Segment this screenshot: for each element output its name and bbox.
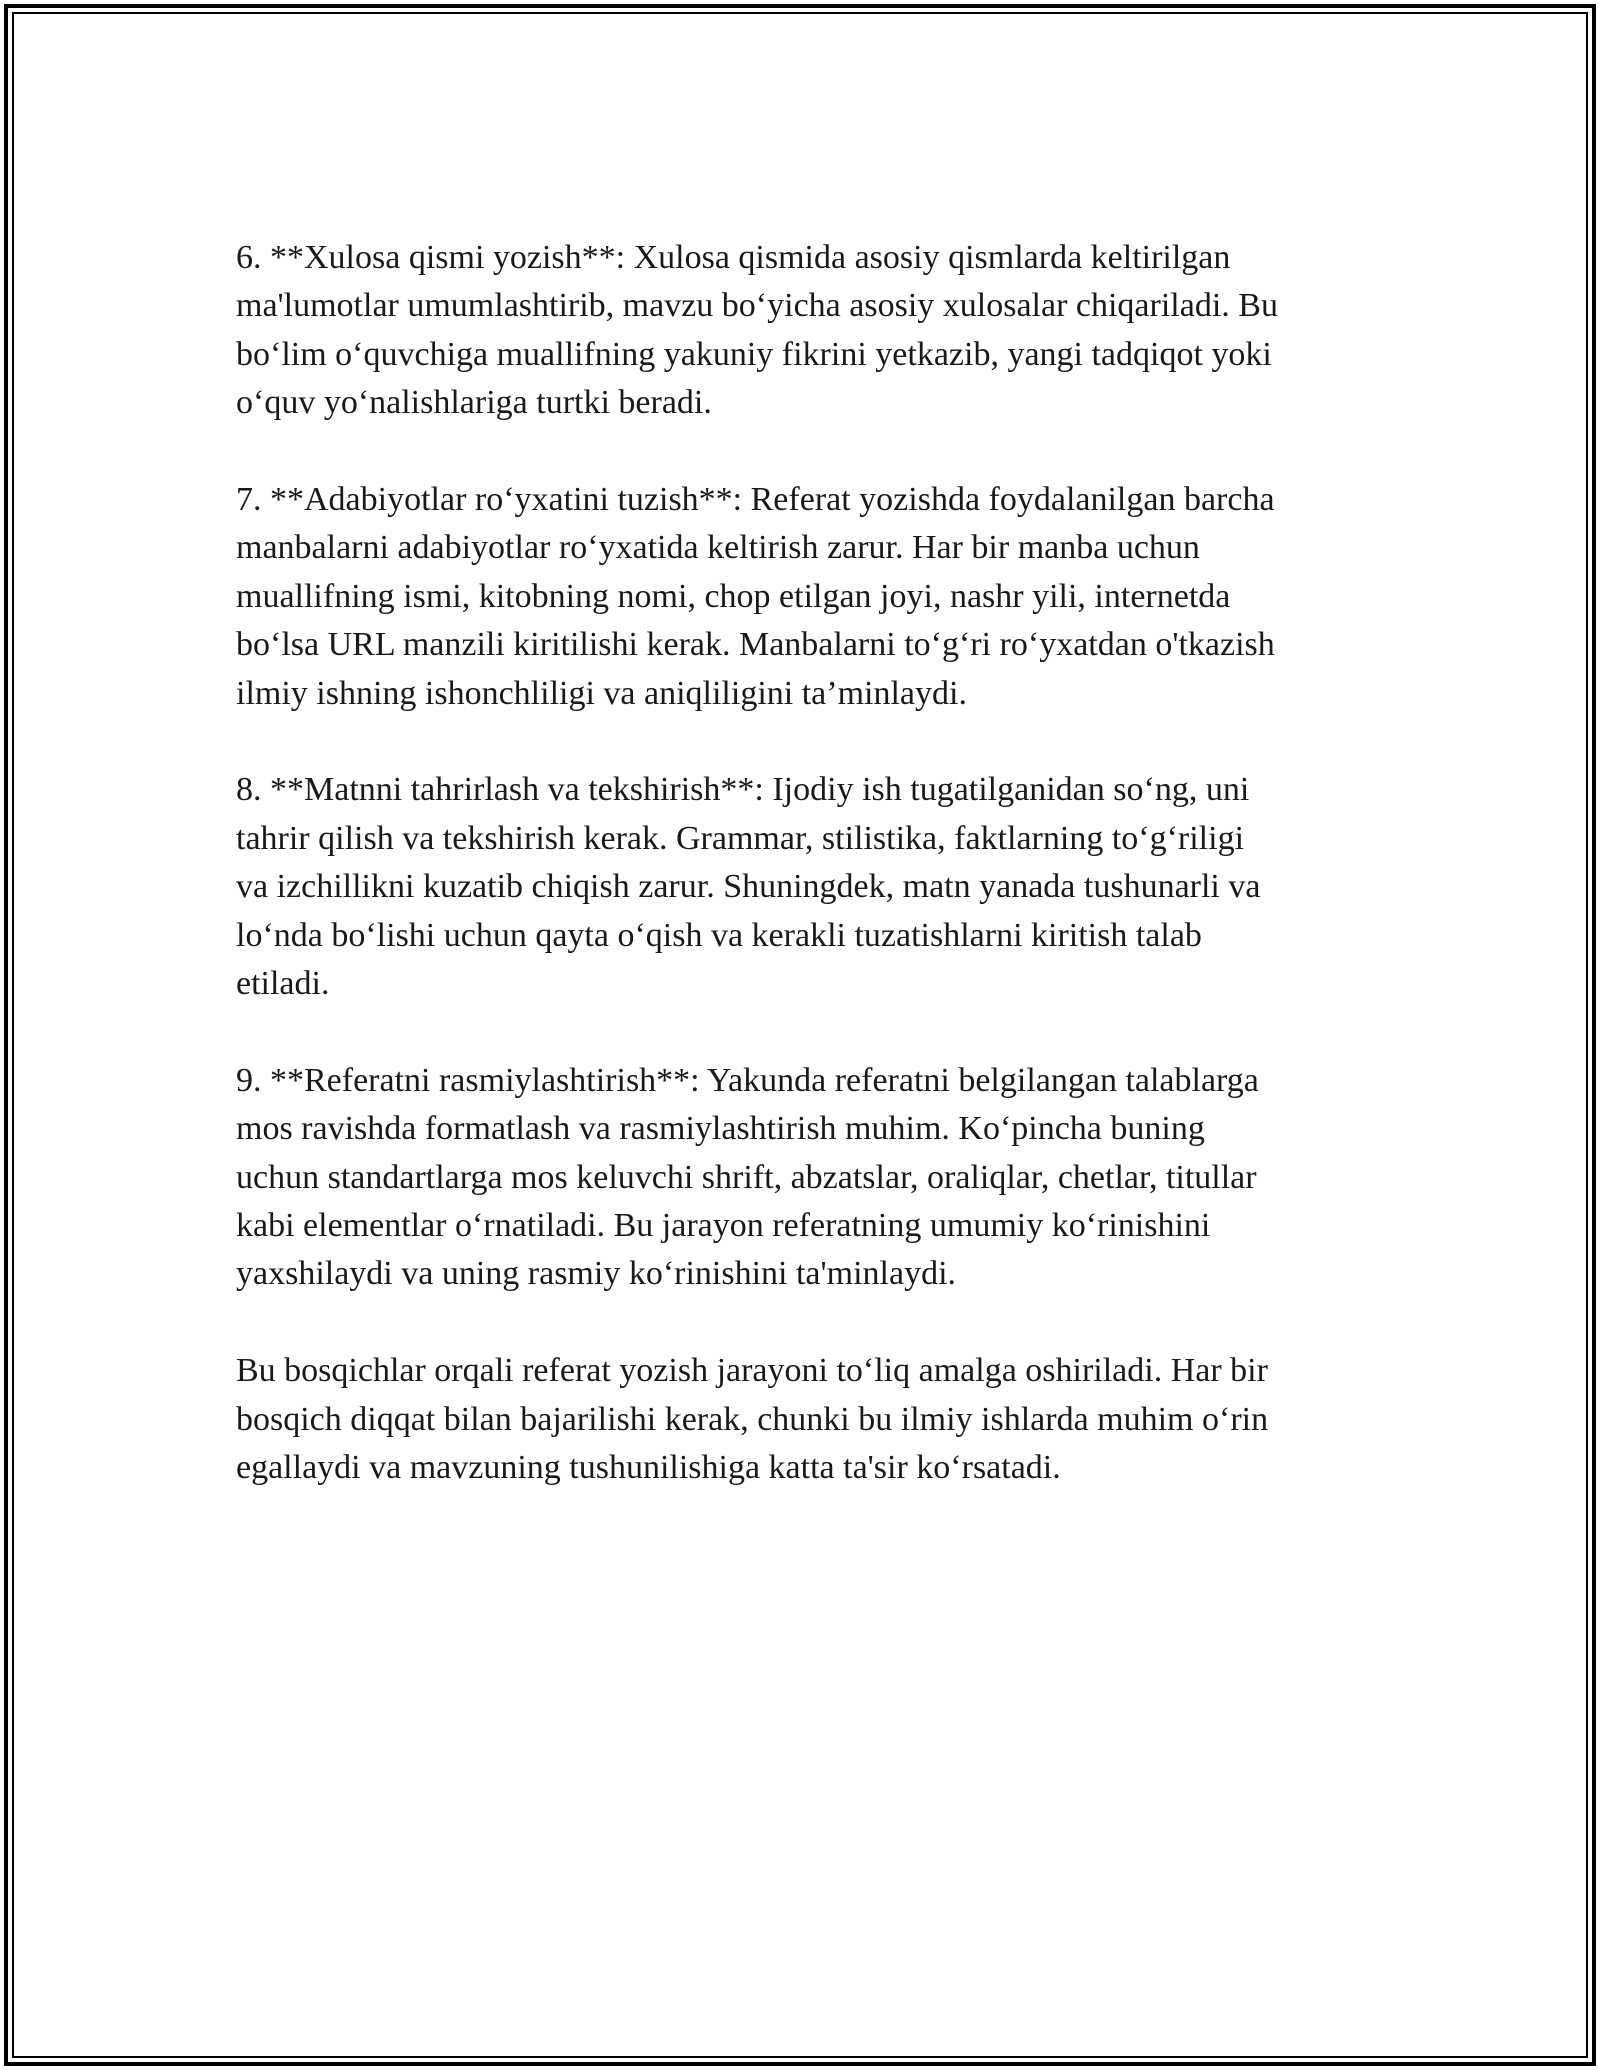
text-line: 6. **Xulosa qismi yozish**: Xulosa qismida asosiy qismlarda keltirilgan bbox=[236, 239, 1231, 276]
text-line: tahrir qilish va tekshirish kerak. Grammar, stilistika, faktlarning to‘g‘riligi bbox=[236, 819, 1245, 857]
text-line: va izchillikni kuzatib chiqish zarur. Shuningdek, matn yanada tushunarli va bbox=[236, 868, 1261, 906]
text-line: muallifning ismi, kitobning nomi, chop etilgan joyi, nashr yili, internetda bbox=[236, 577, 1231, 615]
text-line: manbalarni adabiyotlar ro‘yxatida keltirish zarur. Har bir manba uchun bbox=[236, 529, 1200, 567]
text-line: 8. **Matnni tahrirlash va tekshirish**: Ijodiy ish tugatilganidan so‘ng, uni bbox=[236, 771, 1250, 809]
text-line: etiladi. bbox=[236, 965, 330, 1003]
paragraph-conclusion bbox=[236, 1347, 1366, 1492]
text-line: 9. **Referatni rasmiylashtirish**: Yakunda referatni belgilangan talablarga bbox=[236, 1061, 1259, 1099]
text-line: lo‘nda bo‘lishi uchun qayta o‘qish va kerakli tuzatishlarni kiritish talab bbox=[236, 916, 1202, 954]
text-line: egallaydi va mavzuning tushunilishiga katta ta'sir ko‘rsatadi. bbox=[236, 1449, 1061, 1487]
text-line: yaxshilaydi va uning rasmiy ko‘rinishini ta'minlaydi. bbox=[236, 1255, 957, 1293]
paragraph-step-6 bbox=[236, 234, 1366, 428]
text-line: bo‘lsa URL manzili kiritilishi kerak. Manbalarni to‘g‘ri ro‘yxatdan o'tkazish bbox=[236, 626, 1275, 664]
text-line: ma'lumotlar umumlashtirib, mavzu bo‘yicha asosiy xulosalar chiqariladi. Bu bbox=[236, 287, 1278, 325]
text-line: mos ravishda formatlash va rasmiylashtirish muhim. Ko‘pincha buning bbox=[236, 1110, 1205, 1148]
text-line: bo‘lim o‘quvchiga muallifning yakuniy fikrini yetkazib, yangi tadqiqot yoki bbox=[236, 335, 1272, 373]
paragraph-step-9 bbox=[236, 1057, 1366, 1299]
paragraph-step-7 bbox=[236, 476, 1366, 718]
text-line: ilmiy ishning ishonchliligi va aniqliligini ta’minlaydi. bbox=[236, 674, 967, 712]
text-line: uchun standartlarga mos keluvchi shrift, abzatslar, oraliqlar, chetlar, titullar bbox=[236, 1158, 1257, 1196]
text-line: Bu bosqichlar orqali referat yozish jarayoni to‘liq amalga oshiriladi. Har bir bbox=[236, 1352, 1268, 1390]
text-line: kabi elementlar o‘rnatiladi. Bu jarayon referatning umumiy ko‘rinishini bbox=[236, 1207, 1211, 1245]
text-line: bosqich diqqat bilan bajarilishi kerak, chunki bu ilmiy ishlarda muhim o‘rin bbox=[236, 1400, 1269, 1438]
document-body bbox=[236, 234, 1366, 1541]
paragraph-step-8 bbox=[236, 766, 1366, 1008]
text-line: o‘quv yo‘nalishlariga turtki beradi. bbox=[236, 384, 712, 422]
text-line: 7. **Adabiyotlar ro‘yxatini tuzish**: Referat yozishda foydalanilgan barcha bbox=[236, 481, 1275, 519]
